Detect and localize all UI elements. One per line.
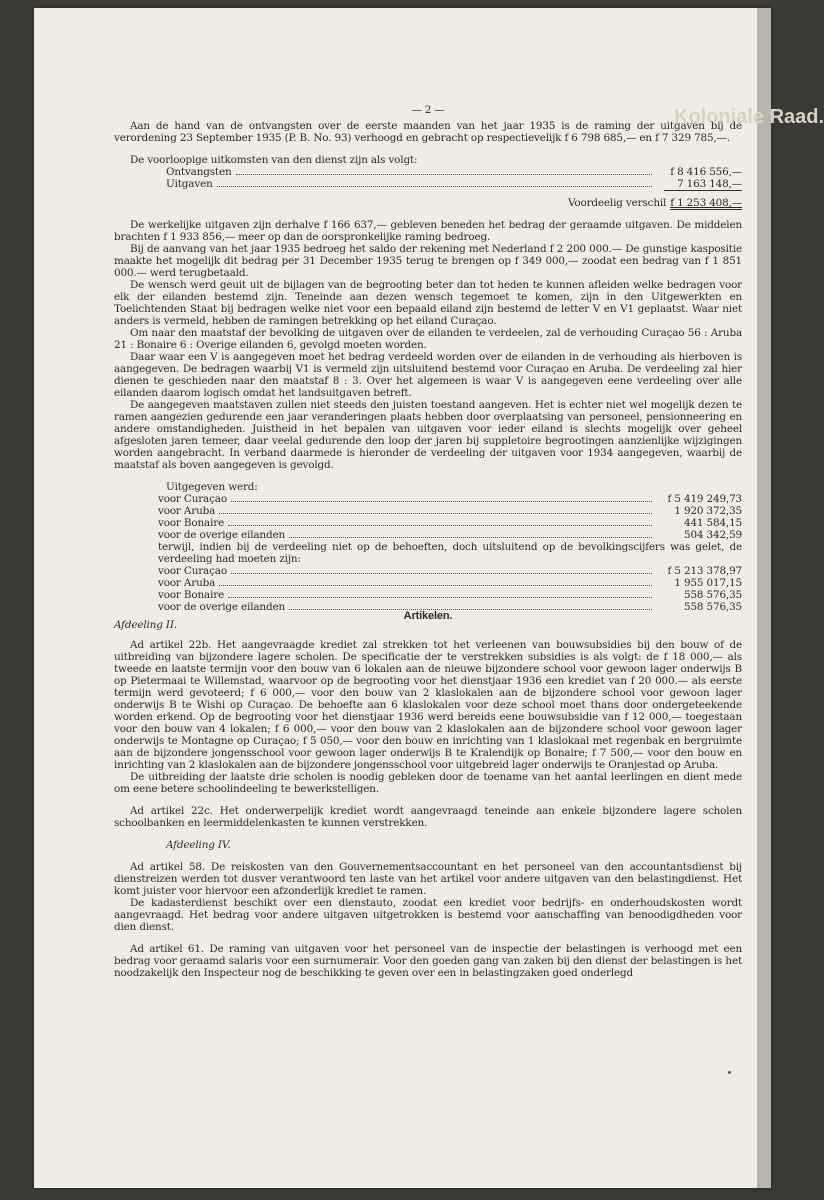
- amount-row-label: voor Curaçao: [158, 493, 227, 505]
- explanation-paragraphs: [114, 219, 742, 471]
- afdeeling-4-paragraphs: [114, 861, 742, 979]
- amount-row-value: 1 920 372,35: [674, 505, 742, 517]
- sum-rule: [664, 190, 742, 193]
- spent-table: [114, 493, 742, 541]
- paragraph: De kadasterdienst beschikt over een dienstauto, zoodat een krediet voor bedrijfs- en onderhoudskosten wordt aangevraagd. Het bedrag voor andere uitgaven uitgetrokken is bestemd voor aanschaffing van benoodigdheden voor dien dienst.: [114, 897, 742, 933]
- amount-row-value: f 5 419 249,73: [667, 493, 742, 505]
- page-edge-shadow: [757, 8, 771, 1188]
- amount-row: [114, 565, 742, 577]
- artikelen-heading: Artikelen.: [403, 610, 453, 622]
- paragraph: De werkelijke uitgaven zijn derhalve f 166 637,— gebleven beneden het bedrag der geraamde uitgaven. De middelen brachten f 1 933 856,— meer op dan de oorspronkelijke raming bedroeg.: [114, 219, 742, 243]
- amount-row-label: voor Aruba: [158, 577, 216, 589]
- amount-row: [114, 505, 742, 517]
- uitgaven-label: Uitgaven: [166, 178, 213, 190]
- amount-row-label: voor de overige eilanden: [158, 529, 285, 541]
- afdeeling-2-heading: Afdeeling II.: [114, 619, 177, 631]
- results-intro: De voorloopige uitkomsten van den dienst zijn als volgt:: [130, 154, 418, 166]
- ontvangsten-label: Ontvangsten: [166, 166, 232, 178]
- amount-row-label: voor Bonaire: [158, 517, 225, 529]
- page-number: — 2 —: [411, 104, 445, 116]
- amount-row-label: voor Bonaire: [158, 589, 225, 601]
- paragraph: Ad artikel 22c. Het onderwerpelijk krediet wordt aangevraagd teneinde aan enkele bijzondere lagere scholen schoolbanken en leermiddelenkasten te kunnen verstrekken.: [114, 805, 742, 829]
- ontvangsten-amount: f 8 416 556,—: [670, 166, 742, 178]
- paragraph: Ad artikel 58. De reiskosten van den Gouvernementsaccountant en het personeel van den accountantsdienst bij dienstreizen werden tot dusver verantwoord ten laste van het artikel voor andere uitgaven van den belastingdienst. Het komt juister voor hiervoor een afzonderlijk krediet te ramen.: [114, 861, 742, 897]
- amount-row-value: 441 584,15: [684, 517, 742, 529]
- amount-row-value: 558 576,35: [684, 589, 742, 601]
- document-page: [34, 8, 824, 1188]
- alt-intro: terwijl, indien bij de verdeeling niet op de behoeften, doch uitsluitend op de bevolkingscijfers was gelet, de verdeeling had moeten zijn:: [158, 541, 742, 565]
- alt-table: [114, 565, 742, 613]
- amount-row: [114, 589, 742, 601]
- amount-row-label: voor Aruba: [158, 505, 216, 517]
- articles-header-row: [114, 610, 742, 631]
- afdeeling-2-paragraphs: [114, 639, 742, 829]
- uitgaven-amount: 7 163 148,—: [677, 178, 742, 190]
- paragraph: Bij de aanvang van het jaar 1935 bedroeg het saldo der rekening met Nederland f 2 200 000.— De gunstige kaspositie maakte het mogelijk dit bedrag per 31 December 1935 terug te brengen op f 349 000,— zoodat een bedrag van f 1 851 000.— werd terugbetaald.: [114, 243, 742, 279]
- saldo-label: Voordeelig verschil: [568, 197, 667, 209]
- paragraph: Ad artikel 22b. Het aangevraagde krediet zal strekken tot het verleenen van bouwsubsidies bij den bouw of de uitbreiding van bijzondere lagere scholen. De specificatie der te verstrekken subsidies is als volgt: de f 18 000,— als tweede en laatste termijn voor den bouw van 6 lokalen aan de nieuwe bijzondere school voor gewoon lager onderwijs B op Pietermaai te Willemstad, waarvoor op de begrooting voor het dienstjaar 1936 een krediet van f 20 000.— als eerste termijn werd gevoteerd; f 6 000,— voor den bouw van 2 klaslokalen aan de bijzondere school voor gewoon lager onderwijs B te Wishi op Curaçao. De behoefte aan 6 klaslokalen voor deze school moet thans door ondergeteekende worden erkend. Op de begrooting voor het dienstjaar 1936 werd bereids eene bouwsubsidie van f 12 000,— toegestaan voor den bouw van 4 lokalen; f 6 000,— voor den bouw van 2 klaslokalen aan de bijzondere school voor gewoon lager onderwijs te Montagne op Curaçao; f 5 050,— voor den bouw en inrichting van 1 klaslokaal met regenbak en bergruimte aan de bijzondere jongensschool voor gewoon lager onderwijs B te Kralendijk op Bonaire; f 7 500,— voor den bouw en inrichting van 2 klaslokalen aan de bijzondere jongensschool voor uitgebreid lager onderwijs te Oranjestad op Aruba.: [114, 639, 742, 771]
- paragraph: De aangegeven maatstaven zullen niet steeds den juisten toestand aangeven. Het is echter niet wel mogelijk dezen te ramen aangezien gedurende een jaar veranderingen plaats hebben door overplaatsing van personeel, pensionneering en andere omstandigheden. Juistheid in het bepalen van uitgaven voor ieder eiland is slechts mogelijk over geheel afgesloten jaren temeer, daar veelal gedurende den loop der jaren bij suppletoire begrootingen aanzienlijke wijzigingen worden aangebracht. In verband daarmede is hieronder de verdeeling der uitgaven voor 1934 aangegeven, waarbij de maatstaf als boven aangegeven is gevolgd.: [114, 399, 742, 471]
- ontvangsten-row: [114, 166, 742, 178]
- intro-paragraph: Aan de hand van de ontvangsten over de eerste maanden van het jaar 1935 is de raming der uitgaven bij de verordening 23 September 1935 (P. B. No. 93) verhoogd en gebracht op respectievelijk f 6 798 685,— en f 7 329 785,—.: [114, 120, 742, 144]
- amount-row-label: voor Curaçao: [158, 565, 227, 577]
- paragraph: Om naar den maatstaf der bevolking de uitgaven over de eilanden te verdeelen, zal de verhouding Curaçao 56 : Aruba 21 : Bonaire 6 : Overige eilanden 6, gevolgd moeten worden.: [114, 327, 742, 351]
- saldo-row: [114, 197, 742, 209]
- bleed-through-title: Koloniale Raad.: [674, 106, 824, 128]
- amount-row-value: 1 955 017,15: [674, 577, 742, 589]
- amount-row-value: 504 342,59: [684, 529, 742, 541]
- page-text: [114, 104, 742, 979]
- speck: [728, 1071, 731, 1074]
- amount-row: [114, 517, 742, 529]
- amount-row: [114, 493, 742, 505]
- amount-row-label: voor de overige eilanden: [158, 601, 285, 613]
- amount-row-value: f 5 213 378,97: [667, 565, 742, 577]
- uitgaven-row: [114, 178, 742, 190]
- afdeeling-4-heading: Afdeeling IV.: [166, 839, 231, 851]
- spent-intro: Uitgegeven werd:: [166, 481, 258, 493]
- amount-row: [114, 529, 742, 541]
- saldo-amount: f 1 253 408,—: [670, 197, 742, 209]
- paragraph: Ad artikel 61. De raming van uitgaven voor het personeel van de inspectie der belastingen is verhoogd met een bedrag voor geraamd salaris voor een surnumerair. Voor den goeden gang van zaken bij den dienst der belastingen is het noodzakelijk den Inspecteur nog de beschikking te geven over een in belastingzaken goed onderlegd: [114, 943, 742, 979]
- paragraph: De uitbreiding der laatste drie scholen is noodig gebleken door de toename van het aantal leerlingen en dient mede om eene betere schoolindeeling te bewerkstelligen.: [114, 771, 742, 795]
- paragraph: De wensch werd geuit uit de bijlagen van de begrooting beter dan tot heden te kunnen afleiden welke bedragen voor elk der eilanden bestemd zijn. Teneinde aan dezen wensch tegemoet te komen, zijn in den Uitgewerkten en Toelichtenden Staat bij bedragen welke niet voor een bepaald eiland zijn bestemd de letter V en V1 geplaatst. Waar niet anders is vermeld, hebben de ramingen betrekking op het eiland Curaçao.: [114, 279, 742, 327]
- paragraph: Daar waar een V is aangegeven moet het bedrag verdeeld worden over de eilanden in de verhouding als hierboven is aangegeven. De bedragen waarbij V1 is vermeld zijn uitsluitend bestemd voor Curaçao en Aruba. De verdeeling zal hier dienen te geschieden naar den maatstaf 8 : 3. Over het algemeen is waar V is aangegeven eene verdeeling over alle eilanden daarom logisch omdat het landsuitgaven betreft.: [114, 351, 742, 399]
- amount-row-value: 558 576,35: [684, 601, 742, 613]
- amount-row: [114, 577, 742, 589]
